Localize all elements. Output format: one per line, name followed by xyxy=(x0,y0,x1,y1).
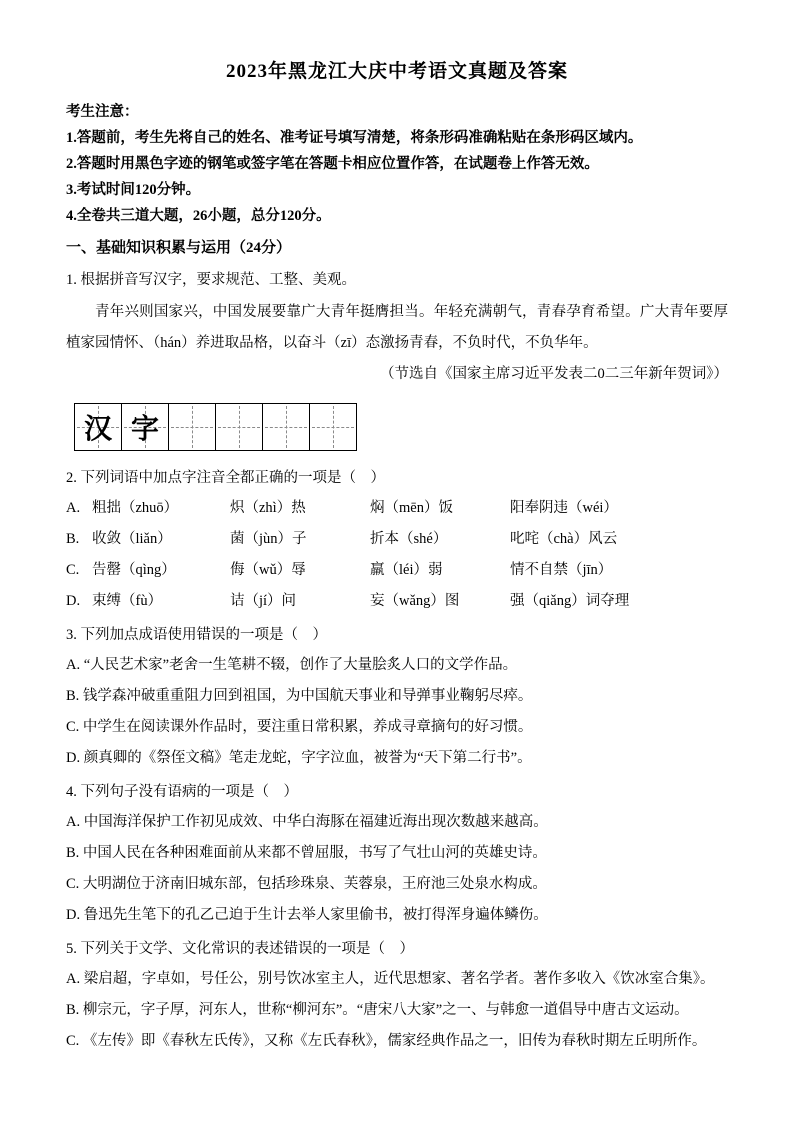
option-line: A. 梁启超，字卓如，号任公，别号饮冰室主人，近代思想家、著名学者。著作多收入《饮冰室合集》。 xyxy=(66,971,715,987)
section-heading: 一、基础知识积累与运用（24分） xyxy=(66,240,292,256)
notice-item: 4.全卷共三道大题，26小题，总分120分。 xyxy=(66,208,331,224)
q1-passage: 青年兴则国家兴，中国发展要靠广大青年挺膺担当。年轻充满朝气，青春孕育希望。广大青年要厚植家园情怀、（hán）养进取品格，以奋斗（zī）态激扬青春，不负时代，不负华年。 xyxy=(66,304,728,351)
notice-item: 3.考试时间120分钟。 xyxy=(66,182,201,198)
option-col: 焖（mēn）饭 xyxy=(370,500,453,516)
option-line: C. 大明湖位于济南旧城东部，包括珍珠泉、芙蓉泉，王府池三处泉水构成。 xyxy=(66,876,547,892)
option-line: D. 颜真卿的《祭侄文稿》笔走龙蛇，字字泣血，被誉为“天下第二行书”。 xyxy=(66,750,532,766)
option-col: 妄（wǎng）图 xyxy=(370,593,460,609)
option-col: 侮（wǔ）辱 xyxy=(230,562,306,578)
grid-cell xyxy=(263,403,310,451)
option-line: D. 鲁迅先生笔下的孔乙己迫于生计去举人家里偷书，被打得浑身遍体鳞伤。 xyxy=(66,907,548,923)
question-4 xyxy=(66,777,728,931)
option-col: 情不自禁（jīn） xyxy=(510,562,613,578)
option-col: 诘（jí）问 xyxy=(230,593,297,609)
option-col: 炽（zhì）热 xyxy=(230,500,306,516)
q3-stem: 3. 下列加点成语使用错误的一项是（ ） xyxy=(66,627,327,643)
option-line: A. 中国海洋保护工作初见成效、中华白海豚在福建近海出现次数越来越高。 xyxy=(66,814,548,830)
question-1 xyxy=(66,265,728,451)
notice-item: 1.答题前，考生先将自己的姓名、准考证号填写清楚，将条形码准确粘贴在条形码区域内。 xyxy=(66,130,643,146)
option-col: 羸（léi）弱 xyxy=(370,562,443,578)
question-3 xyxy=(66,620,728,774)
option-row xyxy=(66,493,728,524)
option-line: B. 钱学森冲破重重阻力回到祖国，为中国航天事业和导弹事业鞠躬尽瘁。 xyxy=(66,688,533,704)
option-row xyxy=(66,524,728,555)
question-5 xyxy=(66,934,728,1057)
grid-cell xyxy=(169,403,216,451)
option-col: 折本（shé） xyxy=(370,531,448,547)
grid-char: 字 xyxy=(130,414,159,445)
writing-grid xyxy=(74,403,728,451)
option-line: C. 中学生在阅读课外作品时，要注重日常积累，养成寻章摘句的好习惯。 xyxy=(66,719,533,735)
notice-heading: 考生注意： xyxy=(66,104,139,120)
q4-stem: 4. 下列句子没有语病的一项是（ ） xyxy=(66,784,298,800)
option-col: 阳奉阴违（wéi） xyxy=(510,500,618,516)
option-row xyxy=(66,555,728,586)
grid-cell xyxy=(122,403,169,451)
option-line: A. “人民艺术家”老舍一生笔耕不辍，创作了大量脍炙人口的文学作品。 xyxy=(66,657,518,673)
option-label: D. xyxy=(66,593,81,609)
option-line: B. 柳宗元，字子厚，河东人，世称“柳河东”。“唐宋八大家”之一、与韩愈一道倡导中唐古文运动。 xyxy=(66,1002,689,1018)
q1-stem: 1. 根据拼音写汉字，要求规范、工整、美观。 xyxy=(66,272,356,288)
option-label: C. xyxy=(66,562,80,578)
q2-stem: 2. 下列词语中加点字注音全都正确的一项是（ ） xyxy=(66,470,385,486)
grid-char: 汉 xyxy=(83,414,112,445)
option-col: 叱咤（chà）风云 xyxy=(510,531,618,547)
option-line: B. 中国人民在各种困难面前从来都不曾屈服，书写了气壮山河的英雄史诗。 xyxy=(66,845,547,861)
page-title: 2023年黑龙江大庆中考语文真题及答案 xyxy=(225,61,568,82)
q1-source: （节选自《国家主席习近平发表二0二三年新年贺词》） xyxy=(380,366,728,382)
option-col: 告罄（qìng） xyxy=(92,562,176,578)
option-col: 收敛（liǎn） xyxy=(92,531,172,547)
option-col: 菌（jùn）子 xyxy=(230,531,307,547)
question-2 xyxy=(66,463,728,617)
notice-block xyxy=(66,99,728,229)
notice-item: 2.答题时用黑色字迹的钢笔或签字笔在答题卡相应位置作答，在试题卷上作答无效。 xyxy=(66,156,599,172)
grid-cell xyxy=(310,403,357,451)
option-label: B. xyxy=(66,531,80,547)
grid-cell xyxy=(216,403,263,451)
grid-cell xyxy=(74,403,122,451)
option-col: 强（qiǎng）词夺理 xyxy=(510,593,630,609)
option-row xyxy=(66,586,728,617)
option-col: 粗拙（zhuō） xyxy=(92,500,179,516)
option-line: C. 《左传》即《春秋左氏传》，又称《左氏春秋》，儒家经典作品之一，旧传为春秋时期左丘明所作。 xyxy=(66,1033,707,1049)
option-col: 束缚（fù） xyxy=(92,593,163,609)
q5-stem: 5. 下列关于文学、文化常识的表述错误的一项是（ ） xyxy=(66,941,414,957)
option-label: A. xyxy=(66,500,81,516)
